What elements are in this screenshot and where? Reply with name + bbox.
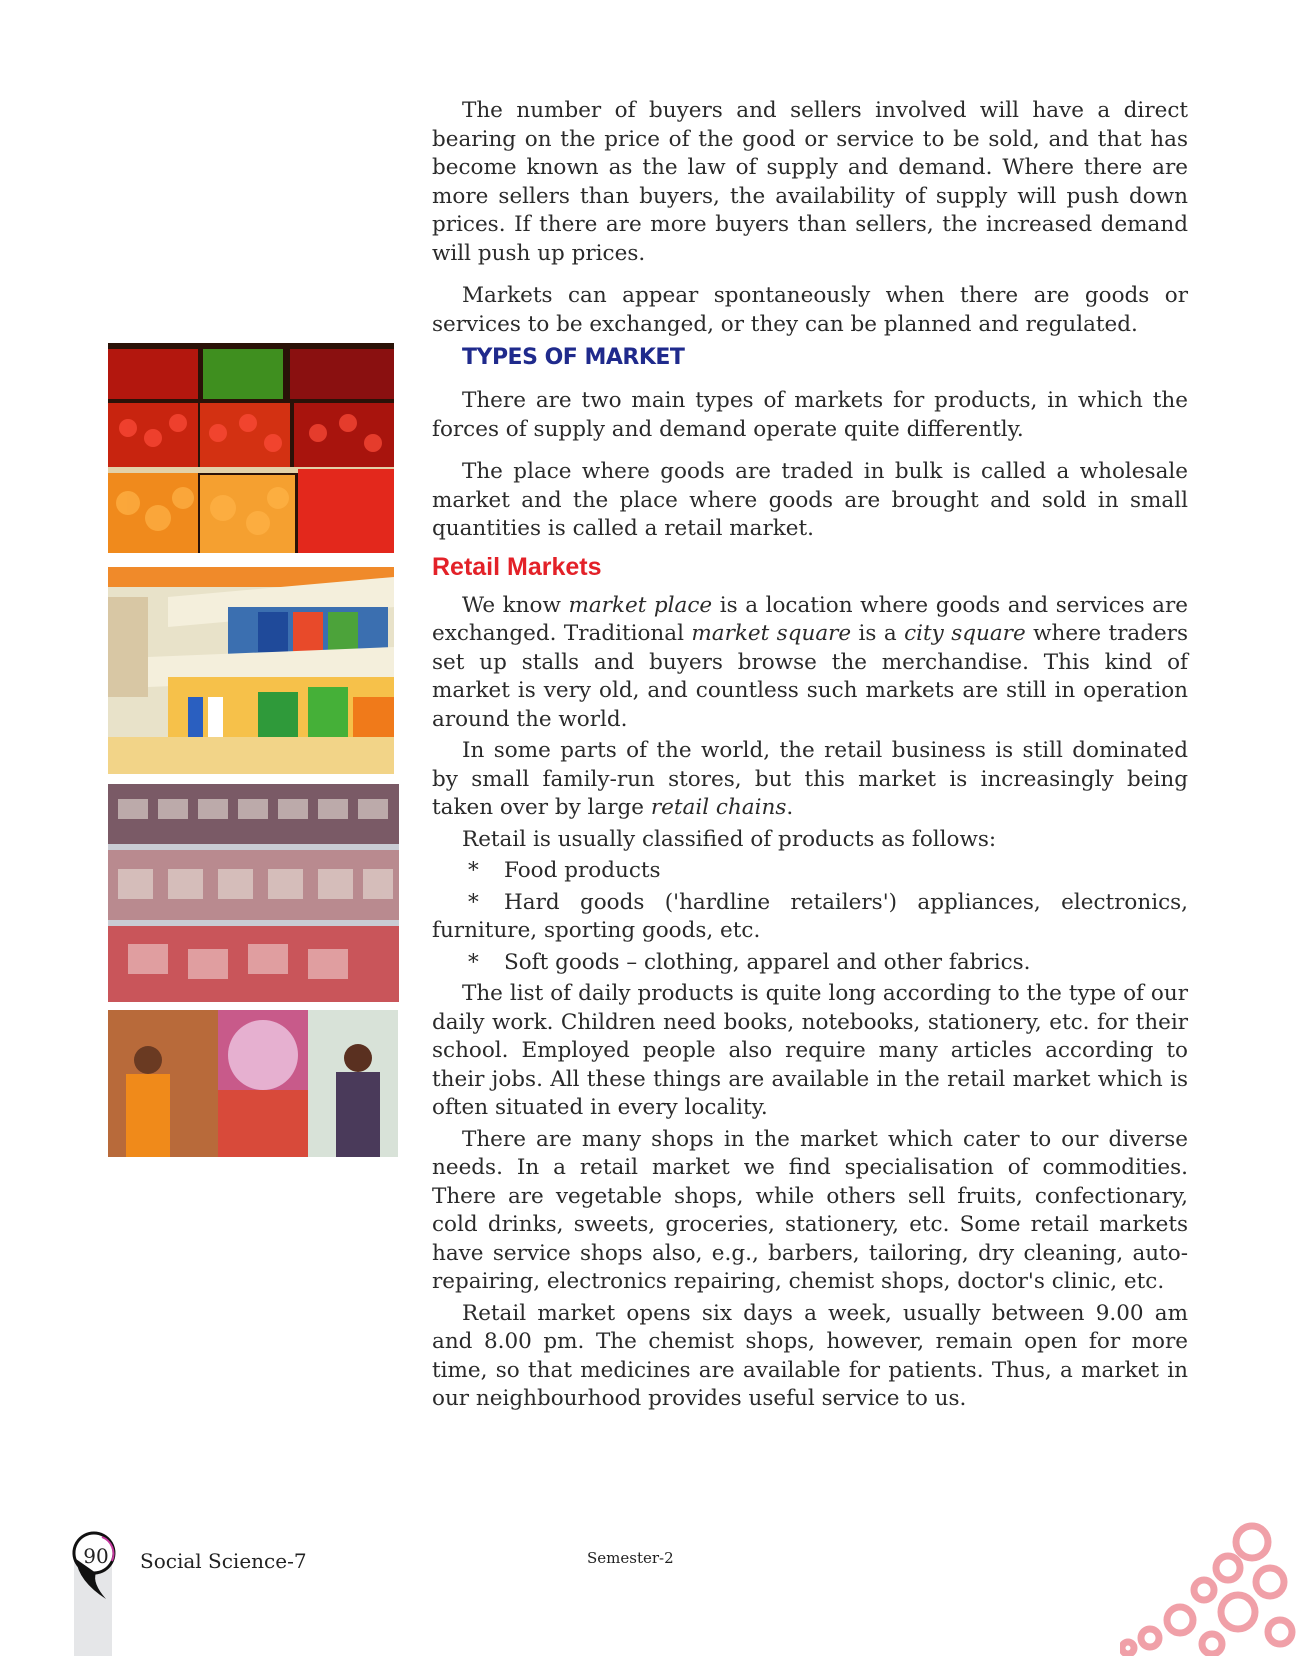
supermarket-shelves-photo bbox=[108, 567, 394, 774]
page-number: 90 bbox=[83, 1544, 109, 1568]
paragraph-two-types: There are two main types of markets for products, in which the forces of supply and demand operate quite differently. bbox=[432, 388, 1188, 442]
bullet-text: Soft goods – clothing, apparel and other fabrics. bbox=[504, 949, 1031, 975]
italic-term: market square bbox=[691, 621, 852, 646]
paragraph-opening-hours: Retail market opens six days a week, usually between 9.00 am and 8.00 pm. The chemist shops, however, remain open for more time, so that medicines are available for patients. Thus, a market in our neighbourhood provides useful service to us. bbox=[432, 1300, 1188, 1411]
bullet-star: * bbox=[468, 949, 479, 975]
text-run: We know bbox=[462, 592, 569, 618]
text-run: . bbox=[786, 795, 794, 820]
paragraph-markets-appear: Markets can appear spontaneously when there are goods or services to be exchanged, or they can be planned and regulated. bbox=[432, 283, 1188, 337]
paragraph-family-stores bbox=[432, 737, 1188, 823]
italic-term: market place bbox=[568, 592, 713, 618]
red-apples-row bbox=[108, 349, 394, 399]
italic-term: city square bbox=[904, 621, 1026, 646]
bullet-star: * bbox=[468, 858, 479, 883]
bullet-text: Hard goods ('hardline retailers') appliances, electronics, furniture, sporting goods, etc. bbox=[432, 889, 1188, 943]
bullet-item bbox=[432, 857, 1188, 886]
paragraph-many-shops: There are many shops in the market which cater to our diverse needs. In a retail market we find specialisation of commodities. There are vegetable shops, while others sell fruits, confectionary, cold drinks, sweets, groceries, stationery, etc. Some retail markets have service shops also, e.g., barbers, tailoring, dry cleaning, auto-repairing, electronics repairing, chemist shops, doctor's clinic, etc. bbox=[432, 1126, 1188, 1294]
paragraph-retail-classified: Retail is usually classified of products as follows: bbox=[462, 826, 997, 852]
footer-semester: Semester-2 bbox=[587, 1549, 674, 1567]
cosmetics-shop-photo bbox=[108, 1010, 398, 1157]
text-run: In some parts of the world, the retail business is still dominated by small family-run stores, but this market is increasingly being taken over by large bbox=[432, 738, 1188, 820]
dairy-fridge-photo bbox=[108, 784, 399, 1002]
fruit-crates-photo bbox=[108, 343, 394, 553]
paragraph-market-place bbox=[432, 592, 1188, 735]
bullet-item bbox=[432, 949, 1188, 978]
heading-types-of-market: TYPES OF MARKET bbox=[462, 345, 685, 370]
bubble-decoration-icon bbox=[1120, 1520, 1296, 1656]
paragraph-supply-demand: The number of buyers and sellers involved will have a direct bearing on the price of the good or service to be sold, and that has become known as the law of supply and demand. Where there are more sellers than buyers, the availability of supply will push down prices. If there are more buyers than sellers, the increased demand will push up prices. bbox=[432, 98, 1188, 266]
main-text-column bbox=[432, 97, 1188, 1417]
footer-book-title: Social Science-7 bbox=[140, 1549, 307, 1573]
paragraph-daily-products: The list of daily products is quite long according to the type of our daily work. Children need books, notebooks, stationery, etc. for their school. Employed people also require many articles according to their jobs. All these things are available in the retail market which is often situated in every locality. bbox=[432, 981, 1188, 1120]
text-run: where traders set up stalls and buyers browse the merchandise. This kind of market is very old, and countless such markets are still in operation around the world. bbox=[432, 621, 1188, 732]
bullet-text: Food products bbox=[504, 858, 661, 883]
heading-retail-markets: Retail Markets bbox=[432, 552, 602, 581]
bullet-star: * bbox=[468, 889, 479, 915]
text-run: is a location where goods and services are exchanged. Traditional bbox=[432, 592, 1188, 646]
paragraph-wholesale-retail: The place where goods are traded in bulk is called a wholesale market and the place where goods are brought and sold in small quantities is called a retail market. bbox=[432, 459, 1188, 541]
text-run: is a bbox=[851, 621, 905, 646]
italic-term: retail chains bbox=[650, 795, 787, 820]
bullet-item bbox=[432, 889, 1188, 946]
